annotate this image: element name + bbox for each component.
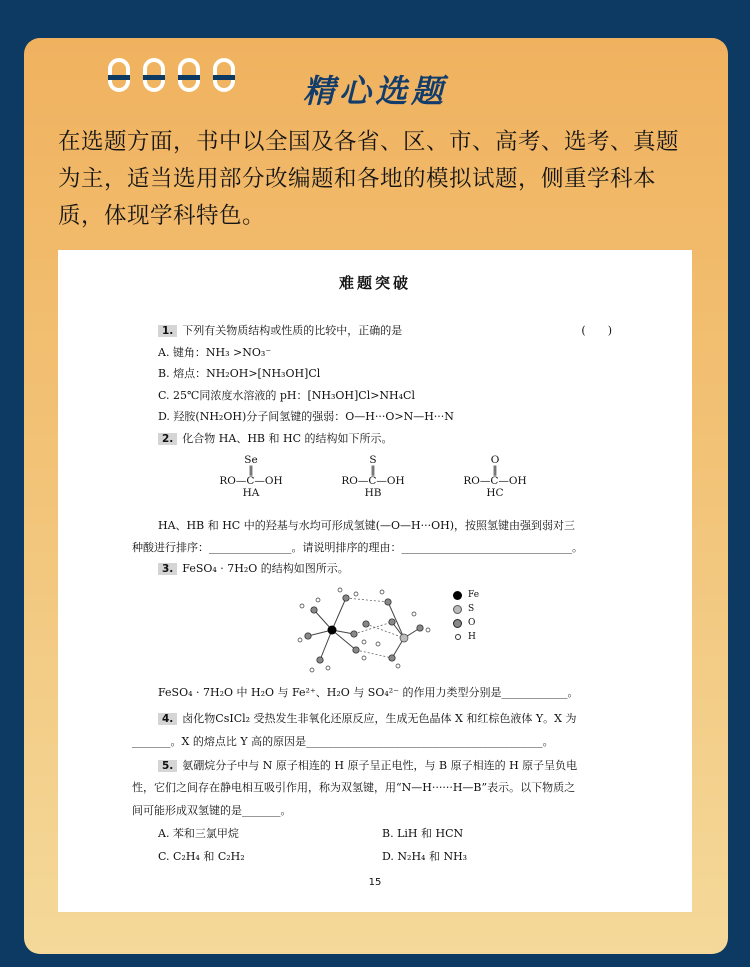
q5-option-a: A. 苯和三氯甲烷 bbox=[158, 827, 239, 840]
struct-hc-chain: RO—C—OH bbox=[463, 475, 527, 487]
q1-option-b: B. 熔点：NH₂OH>[NH₃OH]Cl bbox=[158, 367, 321, 380]
struct-hb-atom: S bbox=[369, 454, 377, 466]
q2-text-line-1: HA、HB 和 HC 中的羟基与水均可形成氢键(—O—H···OH)，按照氢键由强到弱对三 bbox=[158, 519, 576, 532]
q1-option-a: A. 键角：NH₃ >NO₃⁻ bbox=[158, 346, 272, 359]
q1-stem: 下列有关物质结构或性质的比较中，正确的是 bbox=[182, 324, 403, 337]
q5-text-line-2: 间可能形成双氢键的是_______。 bbox=[132, 804, 292, 817]
struct-hc bbox=[460, 454, 530, 499]
q1-stem-line bbox=[158, 322, 618, 338]
q4-text: _______。X 的熔点比 Y 高的原因是___________________________________________。 bbox=[132, 735, 554, 748]
q5-number: 5. bbox=[158, 760, 177, 772]
feso4-structure-diagram bbox=[294, 584, 444, 674]
s-atom-icon bbox=[453, 605, 462, 614]
q2-stem-line bbox=[158, 430, 393, 446]
struct-hc-atom: O bbox=[490, 454, 500, 466]
q5-text-line-1: 性，它们之间存在静电相互吸引作用，称为双氢键，用“N—H······H—B”表示。以下物质之 bbox=[132, 781, 576, 794]
q1-number: 1. bbox=[158, 325, 177, 337]
q4-number: 4. bbox=[158, 713, 177, 725]
struct-ha bbox=[216, 454, 286, 499]
q3-stem-line bbox=[158, 560, 349, 576]
q5-stem-line bbox=[158, 757, 577, 773]
struct-ha-atom: Se bbox=[244, 454, 258, 466]
q4-stem-line bbox=[158, 710, 576, 726]
legend-s: S bbox=[453, 602, 479, 616]
legend-o: O bbox=[453, 616, 479, 630]
q1-option-c: C. 25℃同浓度水溶液的 pH：[NH₃OH]Cl>NH₄Cl bbox=[158, 389, 415, 402]
struct-ha-name: HA bbox=[242, 487, 260, 499]
structure-legend bbox=[453, 588, 479, 644]
struct-ha-bond: ‖ bbox=[248, 464, 254, 476]
legend-fe: Fe bbox=[453, 588, 479, 602]
q2-number: 2. bbox=[158, 433, 177, 445]
intro-paragraph: 在选题方面，书中以全国及各省、区、市、高考、选考、真题为主，适当选用部分改编题和各地的模拟试题，侧重学科本质，体现学科特色。 bbox=[58, 129, 680, 229]
section-heading: 精心选题 bbox=[302, 72, 447, 110]
struct-hb-name: HB bbox=[364, 487, 382, 499]
legend-h: H bbox=[453, 630, 479, 644]
struct-ha-chain: RO—C—OH bbox=[219, 475, 283, 487]
struct-hb bbox=[338, 454, 408, 499]
q1-answer-paren: ( ) bbox=[581, 324, 612, 337]
page-title: 难题突破 bbox=[338, 274, 411, 292]
struct-hc-name: HC bbox=[486, 487, 504, 499]
q5-option-b: B. LiH 和 HCN bbox=[382, 827, 464, 840]
h-atom-icon bbox=[455, 634, 461, 640]
q2-stem: 化合物 HA、HB 和 HC 的结构如下所示。 bbox=[182, 432, 393, 445]
o-atom-icon bbox=[453, 619, 462, 628]
struct-hb-chain: RO—C—OH bbox=[341, 475, 405, 487]
fe-atom-icon bbox=[453, 591, 462, 600]
q4-stem: 卤化物CsICl₂ 受热发生非氧化还原反应，生成无色晶体 X 和红棕色液体 Y。X 为 bbox=[182, 712, 577, 725]
q1-option-d: D. 羟胺(NH₂OH)分子间氢键的强弱：O—H···O>N—H···N bbox=[158, 410, 454, 423]
struct-hc-bond: ‖ bbox=[492, 464, 498, 476]
q3-stem: FeSO₄ · 7H₂O 的结构如图所示。 bbox=[182, 562, 349, 575]
q5-option-d: D. N₂H₄ 和 NH₃ bbox=[382, 850, 468, 863]
q2-text-line-2: 种酸进行排序：_______________。请说明排序的理由：_______________________________。 bbox=[132, 541, 583, 554]
q5-option-c: C. C₂H₄ 和 C₂H₂ bbox=[158, 850, 245, 863]
book-page bbox=[58, 250, 692, 912]
q3-text: FeSO₄ · 7H₂O 中 H₂O 与 Fe²⁺、H₂O 与 SO₄²⁻ 的作用力类型分别是____________。 bbox=[158, 686, 579, 699]
q3-number: 3. bbox=[158, 563, 177, 575]
page-number: 15 bbox=[368, 877, 382, 888]
struct-hb-bond: ‖ bbox=[370, 464, 376, 476]
q5-stem: 氨硼烷分子中与 N 原子相连的 H 原子呈正电性，与 B 原子相连的 H 原子呈负电 bbox=[182, 759, 578, 772]
